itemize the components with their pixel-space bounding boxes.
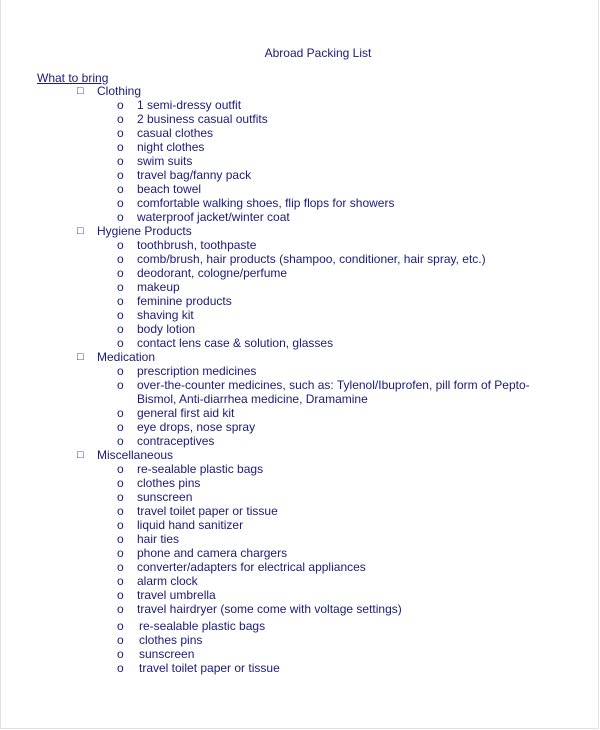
list-item-label: re-sealable plastic bags (137, 462, 264, 476)
list-item-label: beach towel (137, 182, 202, 196)
circle-bullet-icon: o (117, 308, 124, 322)
list-item (1, 308, 600, 322)
list-item-label: sunscreen (139, 647, 195, 661)
list-item (1, 574, 600, 588)
list-item (1, 168, 600, 182)
circle-bullet-icon: o (117, 647, 124, 661)
list-item (1, 294, 600, 308)
list-item (1, 560, 600, 574)
circle-bullet-icon: o (117, 518, 124, 532)
list-item (1, 154, 600, 168)
list-item-label: converter/adapters for electrical appliances (137, 560, 366, 574)
list-item (1, 647, 600, 661)
list-item-label: travel hairdryer (some come with voltage settings) (137, 602, 402, 616)
circle-bullet-icon: o (117, 252, 124, 266)
category-heading (1, 448, 600, 462)
category-heading (1, 224, 600, 238)
circle-bullet-icon: o (117, 336, 124, 350)
list-item-label: comfortable walking shoes, flip flops for showers (137, 196, 395, 210)
list-item-label: over-the-counter medicines, such as: Tylenol/Ibuprofen, pill form of Pepto-Bismol, Anti-diarrhea medicine, Dramamine (137, 378, 530, 406)
list-item-label: casual clothes (137, 126, 214, 140)
circle-bullet-icon: o (117, 140, 124, 154)
list-item-label: contact lens case & solution, glasses (137, 336, 334, 350)
list-item-label: hair ties (137, 532, 180, 546)
list-item-label: sunscreen (137, 490, 193, 504)
category-label: Hygiene Products (97, 224, 192, 238)
list-item-label: contraceptives (137, 434, 215, 448)
list-item (1, 661, 600, 675)
list-item (1, 196, 600, 210)
circle-bullet-icon: o (117, 196, 124, 210)
circle-bullet-icon: o (117, 602, 124, 616)
category-heading (1, 350, 600, 364)
circle-bullet-icon: o (117, 504, 124, 518)
list-item (1, 364, 600, 378)
list-item (1, 619, 600, 633)
list-item (1, 406, 600, 420)
list-item-label: eye drops, nose spray (137, 420, 256, 434)
circle-bullet-icon: o (117, 168, 124, 182)
circle-bullet-icon: o (117, 98, 124, 112)
list-item-label: phone and camera chargers (137, 546, 288, 560)
list-item-label: deodorant, cologne/perfume (137, 266, 288, 280)
list-item-label: comb/brush, hair products (shampoo, conditioner, hair spray, etc.) (137, 252, 486, 266)
list-item (1, 210, 600, 224)
category-label: Medication (97, 350, 156, 364)
circle-bullet-icon: o (117, 210, 124, 224)
circle-bullet-icon: o (117, 378, 124, 392)
circle-bullet-icon: o (117, 322, 124, 336)
list-item-label: clothes pins (139, 633, 203, 647)
list-item-label: waterproof jacket/winter coat (137, 210, 290, 224)
list-item (1, 98, 600, 112)
list-item (1, 518, 600, 532)
circle-bullet-icon: o (117, 364, 124, 378)
list-item-label: body lotion (137, 322, 196, 336)
list-item-label: travel bag/fanny pack (137, 168, 252, 182)
checkbox-bullet-icon: □ (77, 85, 84, 97)
list-item (1, 238, 600, 252)
list-item (1, 322, 600, 336)
circle-bullet-icon: o (117, 434, 124, 448)
list-item-label: 1 semi-dressy outfit (137, 98, 242, 112)
circle-bullet-icon: o (117, 661, 124, 675)
circle-bullet-icon: o (117, 154, 124, 168)
list-item (1, 126, 600, 140)
list-item (1, 588, 600, 602)
circle-bullet-icon: o (117, 588, 124, 602)
circle-bullet-icon: o (117, 280, 124, 294)
list-item-label: prescription medicines (137, 364, 257, 378)
list-item (1, 112, 600, 126)
circle-bullet-icon: o (117, 420, 124, 434)
list-item-label: 2 business casual outfits (137, 112, 268, 126)
section-heading: What to bring (37, 71, 109, 85)
category-label: Clothing (97, 84, 142, 98)
list-item (1, 476, 600, 490)
list-item (1, 140, 600, 154)
list-item-label: shaving kit (137, 308, 194, 322)
list-item (1, 280, 600, 294)
list-item-label: travel umbrella (137, 588, 216, 602)
circle-bullet-icon: o (117, 126, 124, 140)
list-item-label: liquid hand sanitizer (137, 518, 244, 532)
list-item-label: feminine products (137, 294, 232, 308)
list-item-label: night clothes (137, 140, 205, 154)
list-item-label: clothes pins (137, 476, 201, 490)
circle-bullet-icon: o (117, 182, 124, 196)
list-item (1, 336, 600, 350)
list-item (1, 378, 600, 406)
list-item-label: swim suits (137, 154, 193, 168)
circle-bullet-icon: o (117, 238, 124, 252)
list-item-label: alarm clock (137, 574, 198, 588)
circle-bullet-icon: o (117, 406, 124, 420)
list-item-label: travel toilet paper or tissue (139, 661, 280, 675)
category-heading (1, 84, 600, 98)
checkbox-bullet-icon: □ (77, 351, 84, 363)
list-item (1, 602, 600, 616)
list-item (1, 252, 600, 266)
circle-bullet-icon: o (117, 462, 124, 476)
circle-bullet-icon: o (117, 633, 124, 647)
list-item (1, 420, 600, 434)
list-item (1, 462, 600, 476)
document-title: Abroad Packing List (264, 46, 372, 60)
list-item-label: re-sealable plastic bags (139, 619, 266, 633)
list-item-label: general first aid kit (137, 406, 235, 420)
circle-bullet-icon: o (117, 294, 124, 308)
circle-bullet-icon: o (117, 112, 124, 126)
circle-bullet-icon: o (117, 619, 124, 633)
circle-bullet-icon: o (117, 476, 124, 490)
circle-bullet-icon: o (117, 532, 124, 546)
list-item-label: makeup (137, 280, 180, 294)
packing-list (1, 84, 600, 675)
list-item-label: toothbrush, toothpaste (137, 238, 257, 252)
list-item (1, 504, 600, 518)
list-item (1, 546, 600, 560)
circle-bullet-icon: o (117, 546, 124, 560)
circle-bullet-icon: o (117, 490, 124, 504)
list-item (1, 633, 600, 647)
circle-bullet-icon: o (117, 560, 124, 574)
category-label: Miscellaneous (97, 448, 174, 462)
circle-bullet-icon: o (117, 574, 124, 588)
list-item-label: travel toilet paper or tissue (137, 504, 278, 518)
checkbox-bullet-icon: □ (77, 449, 84, 461)
circle-bullet-icon: o (117, 266, 124, 280)
list-item (1, 266, 600, 280)
list-item (1, 434, 600, 448)
list-item (1, 532, 600, 546)
checkbox-bullet-icon: □ (77, 225, 84, 237)
list-item (1, 490, 600, 504)
list-item (1, 182, 600, 196)
